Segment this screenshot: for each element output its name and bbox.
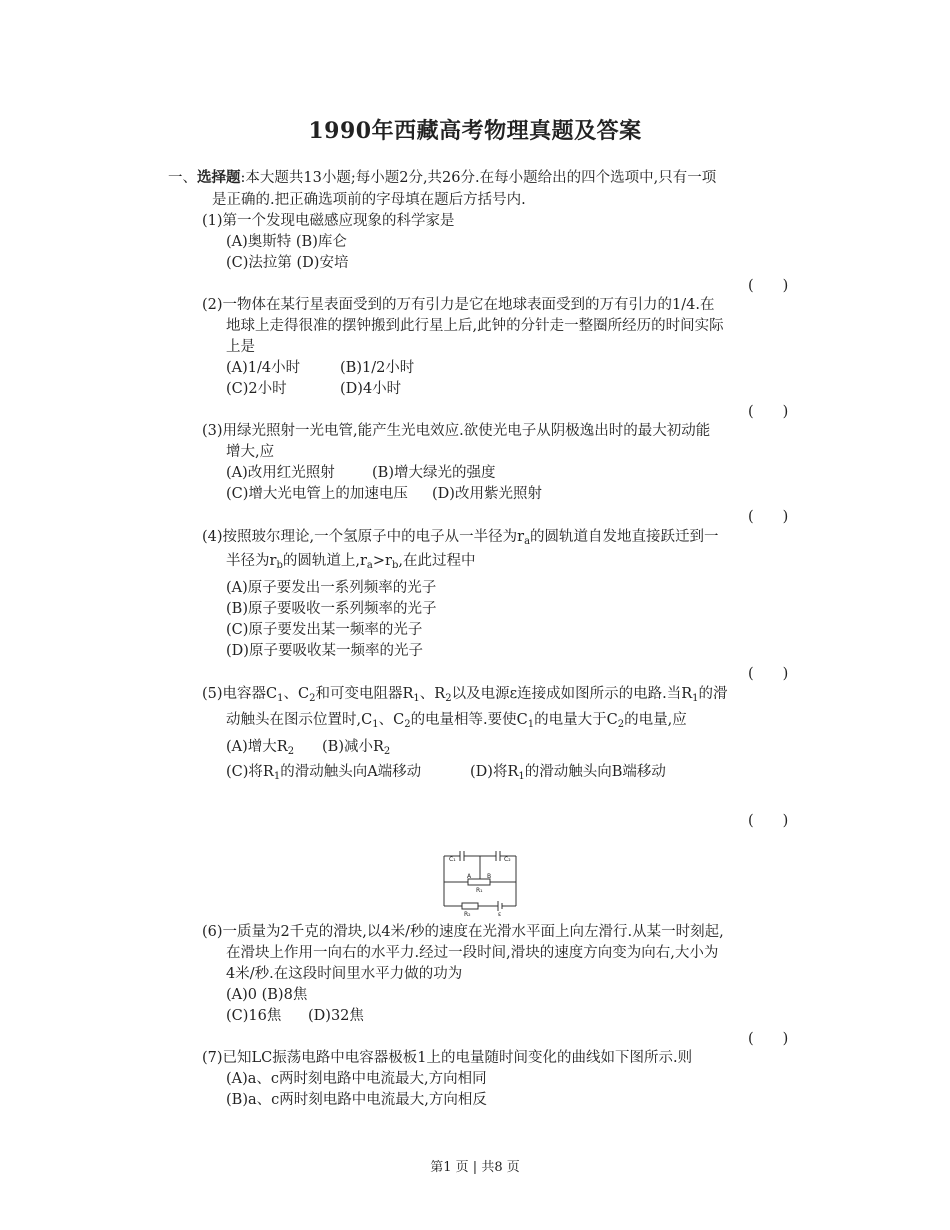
q5-figure-label-c1: C₁ [449,856,456,863]
q7-option-b: (B)a、c两时刻电路中电流最大,方向相反 [226,1092,487,1108]
section-intro [168,168,716,188]
q4-stem-line1: (4)按照玻尔理论,一个氢原子中的电子从一半径为$r_a$的圆轨道自发地直接跃迁到一 [202,529,719,547]
q3-answer-bracket: ( ) [748,509,789,525]
section-heading: 选择题 [197,169,241,186]
section-intro-text: :本大题共13小题;每小题2分,共26分.在每小题给出的四个选项中,只有一项 [240,170,717,186]
q5-stem-line2: 动触头在图示位置时$,C_1$、$C_2$的电量相等.要使$C_1$的电量大于$C_2$的电量,应 [226,712,687,730]
q5-option-a: (A)增大$R_2$ [226,739,295,757]
q4-option-d: (D)原子要吸收某一频率的光子 [226,643,423,659]
q6-option-d: (D)32焦 [308,1008,364,1024]
q5-figure-label-r2: R₂ [464,911,471,918]
q5-figure-label-r1: R₁ [476,887,483,894]
q6-option-c: (C)16焦 [226,1008,282,1024]
q5-figure-label-c2: C₂ [504,856,511,863]
q2-stem-line1: (2)一物体在某行星表面受到的万有引力是它在地球表面受到的万有引力的1/4.在 [202,297,715,313]
q5-circuit-diagram [440,848,520,918]
q2-answer-bracket: ( ) [748,404,789,420]
q2-stem-line2: 地球上走得很准的摆钟搬到此行星上后,此钟的分针走一整圈所经历的时间实际 [226,318,724,334]
q2-stem-line3: 上是 [226,339,255,355]
q3-option-c: (C)增大光电管上的加速电压 [226,486,408,502]
q5-stem-line1: (5)电容器$C_1$、$C_2$和可变电阻器$R_1$、$R_2$以及电源ε连接成如图所示的电路.当$R_1$的滑 [202,686,728,704]
q6-stem-line2: 在滑块上作用一向右的水平力.经过一段时间,滑块的速度方向变为向右,大小为 [226,945,719,961]
section-prefix: 一、 [168,170,197,186]
page-footer: 第1 页 | 共8 页 [430,1160,520,1175]
q1-options-ab: (A)奥斯特 (B)库仑 [226,234,347,250]
q2-option-a: (A)1/4小时 [226,360,301,376]
q6-stem-line3: 4米/秒.在这段时间里水平力做的功为 [226,966,463,982]
q3-option-a: (A)改用红光照射 [226,465,335,481]
q3-stem-line1: (3)用绿光照射一光电管,能产生光电效应.欲使光电子从阴极逸出时的最大初动能 [202,423,711,439]
q5-option-b: (B)减小$R_2$ [322,739,391,757]
q5-figure-label-a: A [467,873,472,880]
q4-answer-bracket: ( ) [748,666,789,682]
q5-option-d: (D)将$R_1$的滑动触头向B端移动 [470,764,666,782]
q3-stem-line2: 增大,应 [226,444,275,460]
q6-answer-bracket: ( ) [748,1031,789,1047]
q6-stem-line1: (6)一质量为2千克的滑块,以4米/秒的速度在光滑水平面上向左滑行.从某一时刻起, [202,924,724,940]
q4-stem-line2: 半径为$r_b$的圆轨道上$,r_a>r_b$,在此过程中 [226,553,476,571]
q4-option-c: (C)原子要发出某一频率的光子 [226,622,423,638]
q7-option-a: (A)a、c两时刻电路中电流最大,方向相同 [226,1071,487,1087]
q5-option-c: (C)将$R_1$的滑动触头向A端移动 [226,764,422,782]
q4-option-a: (A)原子要发出一系列频率的光子 [226,580,437,596]
section-intro-line2: 是正确的.把正确选项前的字母填在题后方括号内. [212,192,526,208]
q2-option-d: (D)4小时 [340,381,402,397]
q1-options-cd: (C)法拉第 (D)安培 [226,255,349,271]
q2-option-b: (B)1/2小时 [340,360,415,376]
page-title: 1990年西藏高考物理真题及答案 [308,118,642,144]
q5-answer-bracket: ( ) [748,813,789,829]
q3-option-b: (B)增大绿光的强度 [372,465,496,481]
q5-figure-label-b: B [487,873,492,880]
q6-options-ab: (A)0 (B)8焦 [226,987,308,1003]
q7-stem: (7)已知LC振荡电路中电容器极板1上的电量随时间变化的曲线如下图所示.则 [202,1050,693,1066]
q3-option-d: (D)改用紫光照射 [432,486,542,502]
q1-stem: (1)第一个发现电磁感应现象的科学家是 [202,213,455,229]
q2-option-c: (C)2小时 [226,381,287,397]
q5-figure-label-e: ε [498,911,502,918]
q4-option-b: (B)原子要吸收一系列频率的光子 [226,601,437,617]
q1-answer-bracket: ( ) [748,278,789,294]
